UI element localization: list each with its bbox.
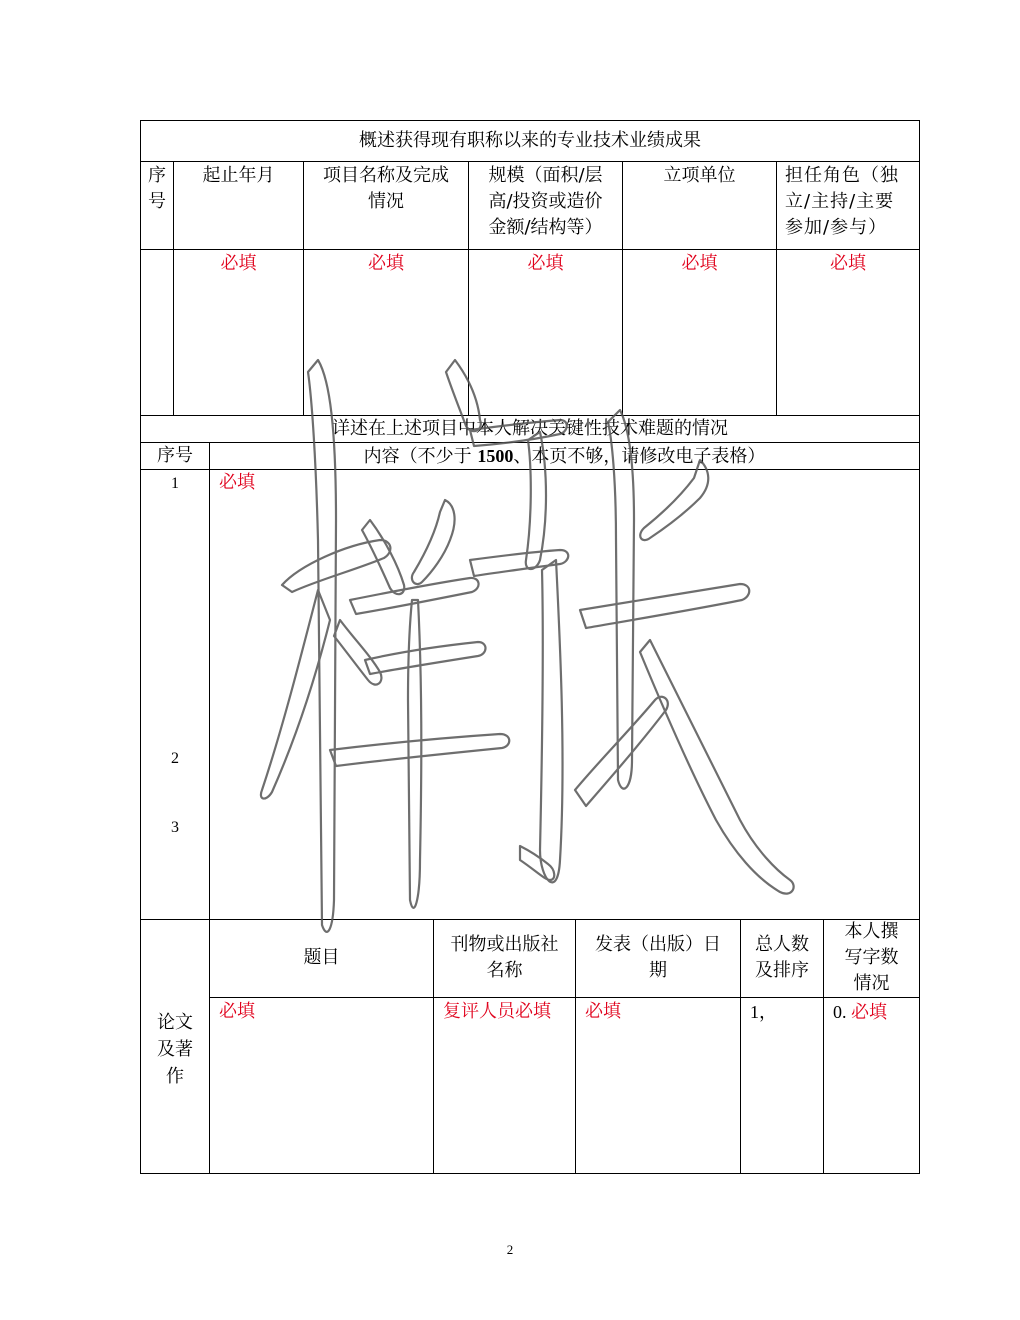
field-content[interactable]: 必填 bbox=[219, 472, 255, 493]
field-publisher[interactable]: 复评人员必填 bbox=[443, 1001, 551, 1022]
page-number: 2 bbox=[506, 1242, 514, 1257]
item-number: 2 bbox=[171, 750, 179, 767]
header-authors: 总人数 及排序 bbox=[755, 934, 809, 981]
section3-label: 论文 及著 作 bbox=[157, 1012, 193, 1087]
header-paper-title: 题目 bbox=[303, 947, 340, 968]
header-unit: 立项单位 bbox=[663, 165, 736, 186]
header-content-pre: 内容（不少于 bbox=[363, 446, 478, 467]
field-words[interactable] bbox=[833, 999, 918, 1026]
field-unit[interactable]: 必填 bbox=[681, 253, 718, 274]
header-words: 本人撰 写字数 情况 bbox=[844, 921, 899, 994]
header-date: 发表（出版）日 期 bbox=[595, 934, 721, 981]
header-content bbox=[210, 443, 919, 470]
field-paper-title[interactable]: 必填 bbox=[219, 1001, 255, 1022]
header-period: 起止年月 bbox=[202, 165, 275, 186]
table-border-right bbox=[919, 120, 920, 1174]
col-divider bbox=[173, 161, 174, 415]
header-scale: 规模（面积/层 高/投资或造价 金额/结构等） bbox=[488, 165, 603, 238]
field-words-value: 必填 bbox=[851, 1002, 887, 1023]
row-divider bbox=[209, 997, 920, 998]
field-words-prefix: 0. bbox=[833, 1002, 851, 1022]
header-seq: 序 号 bbox=[148, 165, 166, 212]
col-divider bbox=[776, 161, 777, 415]
field-scale[interactable]: 必填 bbox=[527, 253, 564, 274]
item-number: 3 bbox=[171, 819, 179, 836]
col-divider bbox=[622, 161, 623, 415]
field-project[interactable]: 必填 bbox=[368, 253, 404, 274]
field-role[interactable]: 必填 bbox=[830, 253, 866, 274]
field-period[interactable]: 必填 bbox=[220, 253, 257, 274]
row-divider bbox=[140, 161, 920, 162]
header-role: 担任角色（独 立/主持/主要 参加/参与） bbox=[785, 165, 899, 238]
table-border-top bbox=[140, 120, 920, 121]
field-authors[interactable]: 1， bbox=[750, 1002, 777, 1022]
section2-title: 详述在上述项目中本人解决关键性技术难题的情况 bbox=[332, 418, 728, 439]
row-divider bbox=[140, 919, 920, 920]
item-number: 1 bbox=[171, 475, 179, 492]
row-divider bbox=[140, 249, 920, 250]
header-publisher: 刊物或出版社 名称 bbox=[450, 934, 559, 981]
section1-title: 概述获得现有职称以来的专业技术业绩成果 bbox=[359, 130, 701, 151]
col-divider bbox=[209, 469, 210, 919]
header-content-post: 、本页不够，请修改电子表格） bbox=[513, 446, 766, 467]
header-seq-2: 序号 bbox=[157, 445, 193, 466]
table-border-bottom bbox=[140, 1173, 920, 1174]
header-project: 项目名称及完成 情况 bbox=[323, 165, 449, 212]
field-date[interactable]: 必填 bbox=[585, 1001, 621, 1022]
header-content-num: 1500 bbox=[477, 446, 514, 466]
